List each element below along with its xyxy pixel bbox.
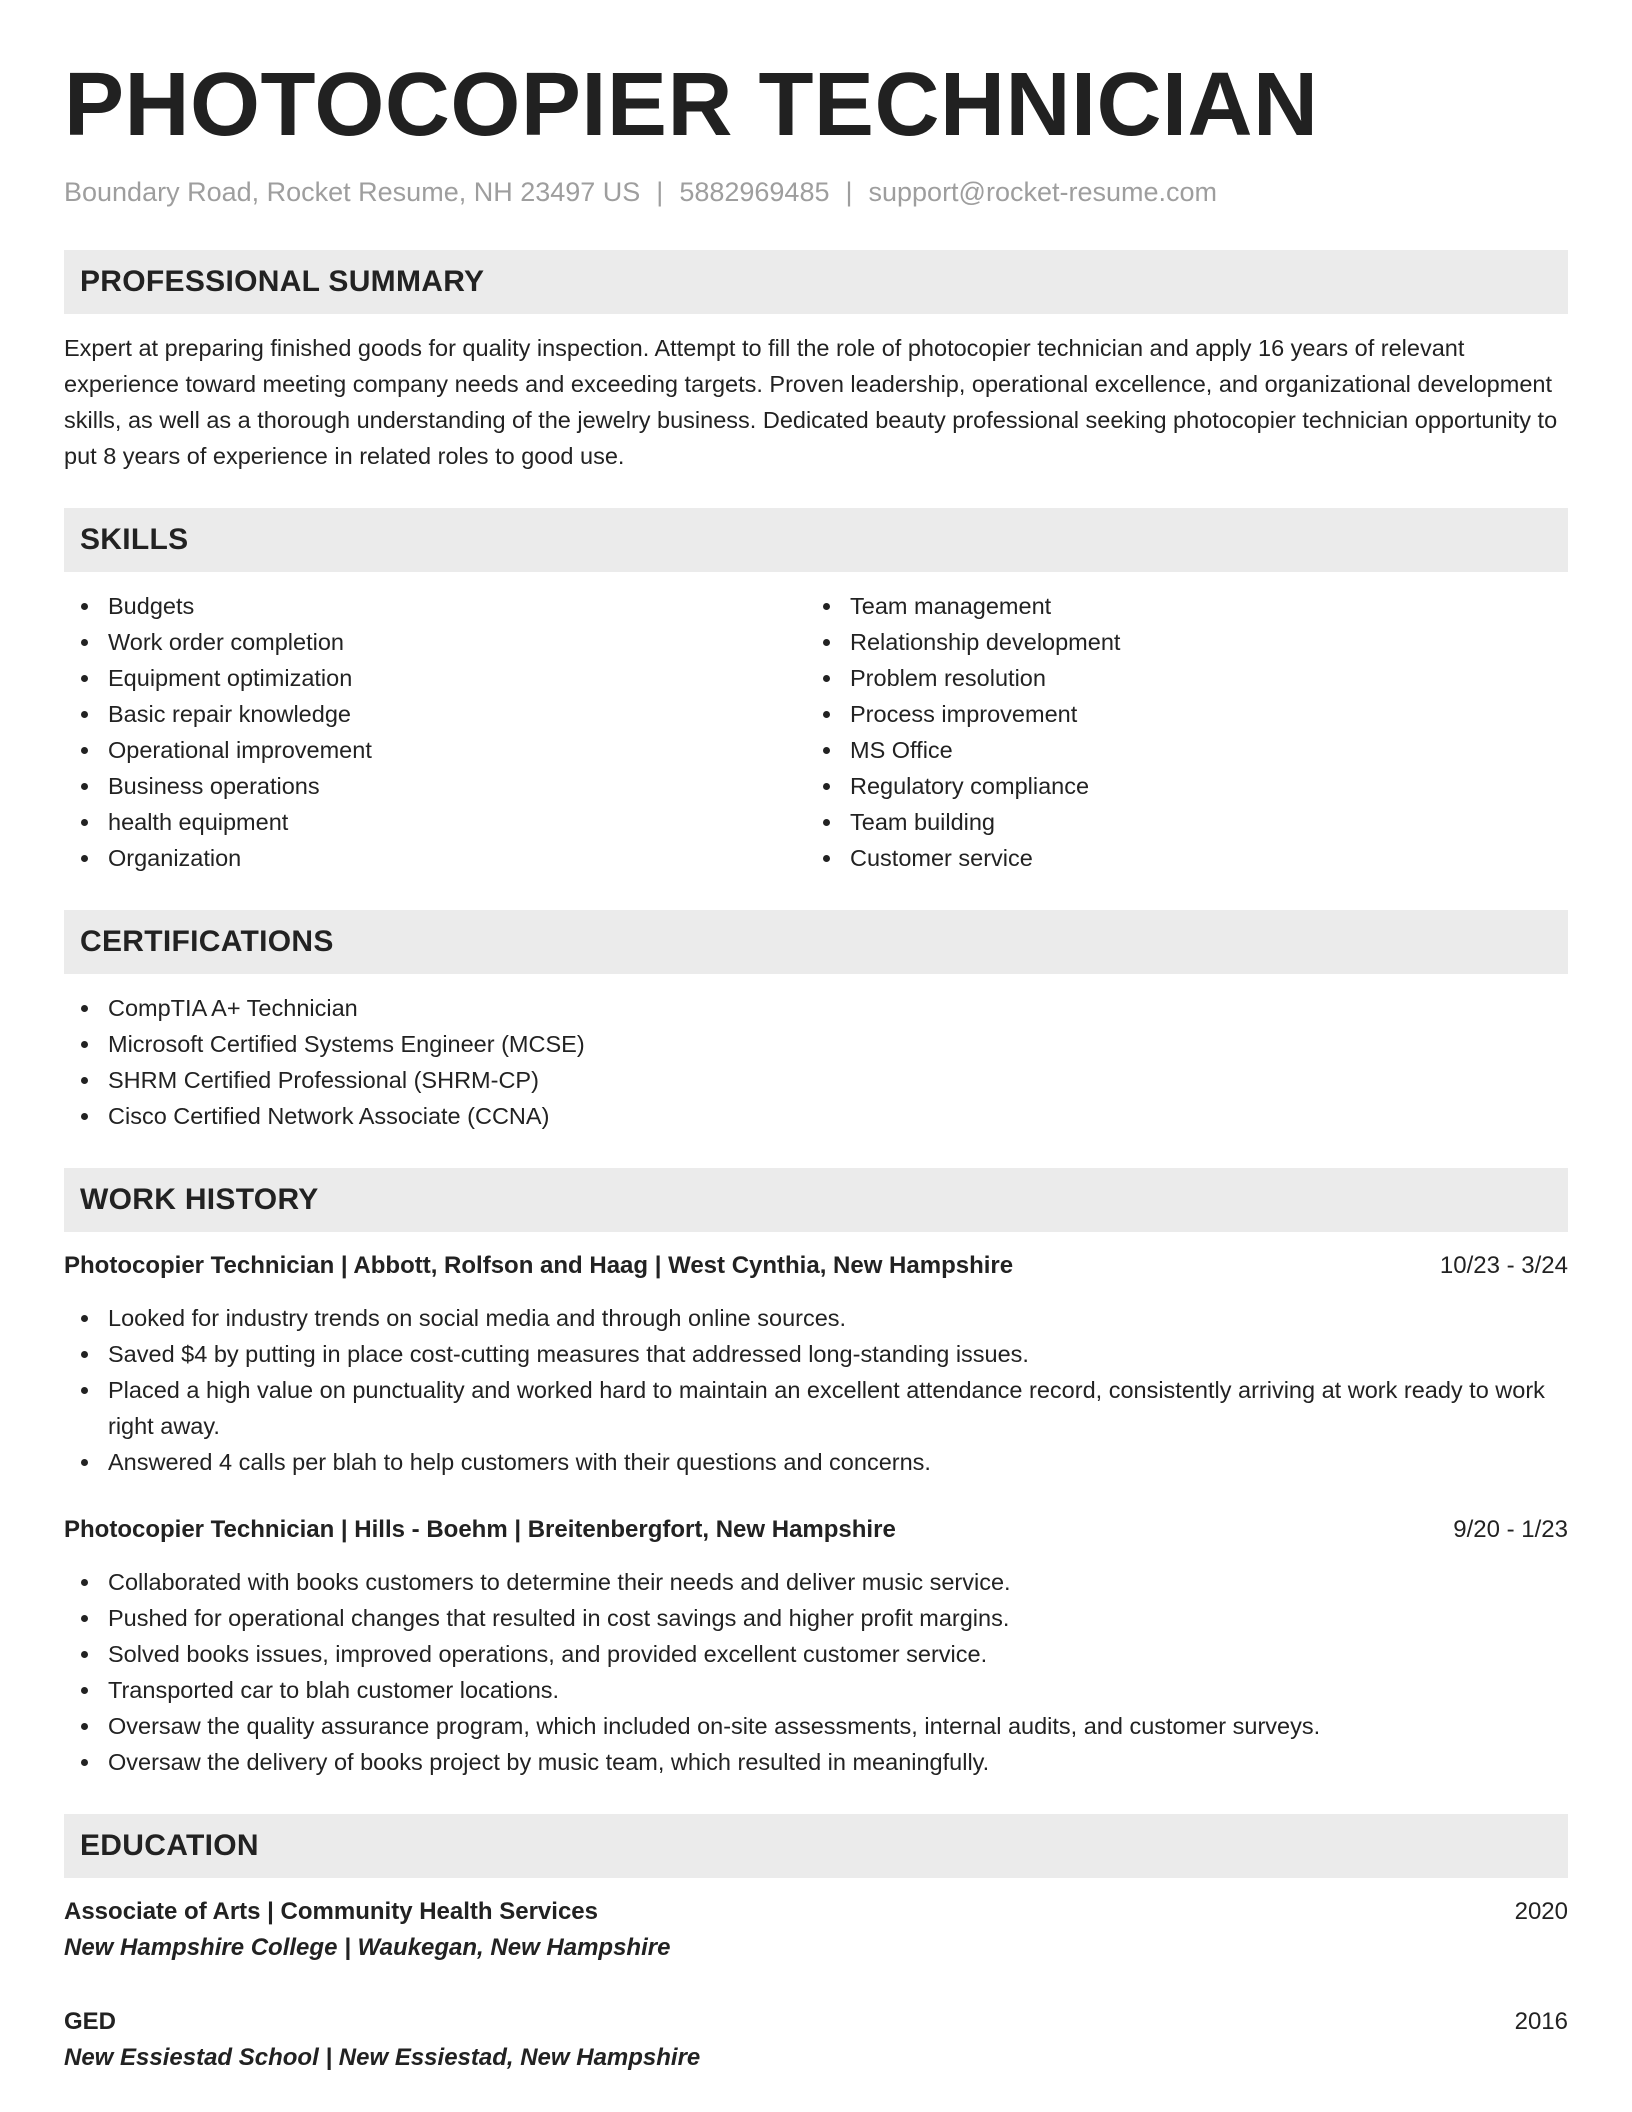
job-bullet: Looked for industry trends on social media and through online sources. [64,1300,1568,1336]
job-title: Photocopier Technician | Abbott, Rolfson and Haag | West Cynthia, New Hampshire [64,1252,1014,1279]
job-bullet: Oversaw the quality assurance program, which included on-site assessments, internal audits, and customer surveys. [64,1708,1568,1744]
skill-item: Team management [806,588,1548,624]
education-year: 2016 [1514,2008,1568,2035]
job-bullet: Transported car to blah customer locations. [64,1672,1568,1708]
job-bullet: Answered 4 calls per blah to help customers with their questions and concerns. [64,1444,1568,1480]
job-bullets [64,1564,1568,1780]
job-dates: 9/20 - 1/23 [1453,1516,1568,1543]
contact-phone: 5882969485 [679,177,830,207]
job-heading-row [64,1248,1568,1284]
work-history-header: WORK HISTORY [64,1168,1568,1232]
skill-item: Work order completion [64,624,806,660]
education-degree: GED [64,2008,117,2035]
certification-item: Cisco Certified Network Associate (CCNA) [64,1098,1568,1134]
certification-item: CompTIA A+ Technician [64,990,1568,1026]
education-entry [64,1894,1568,1966]
skill-item: Problem resolution [806,660,1548,696]
job-bullet: Solved books issues, improved operations, and provided excellent customer service. [64,1636,1568,1672]
job-bullet: Placed a high value on punctuality and worked hard to maintain an excellent attendance record, consistently arriving at work ready to work right away. [64,1372,1568,1444]
skill-item: Basic repair knowledge [64,696,806,732]
skill-item: Team building [806,804,1548,840]
skill-item: Regulatory compliance [806,768,1548,804]
job-dates: 10/23 - 3/24 [1439,1252,1568,1279]
education-entry [64,2004,1568,2076]
skills-list-left [64,588,806,876]
resume-page [64,50,1568,2076]
skills-list-right [806,588,1548,876]
education-heading-row [64,2004,1568,2040]
skill-item: Business operations [64,768,806,804]
certifications-list [64,990,1568,1134]
contact-separator: | [845,177,853,207]
job-bullet: Pushed for operational changes that resulted in cost savings and higher profit margins. [64,1600,1568,1636]
contact-address: Boundary Road, Rocket Resume, NH 23497 US [64,177,641,207]
job-bullet: Oversaw the delivery of books project by music team, which resulted in meaningfully. [64,1744,1568,1780]
skills-grid [64,588,1568,876]
resume-name: PHOTOCOPIER TECHNICIAN [64,55,1319,155]
job-heading-row [64,1512,1568,1548]
summary-header: PROFESSIONAL SUMMARY [64,250,1568,314]
education-degree: Associate of Arts | Community Health Services [64,1898,598,1925]
education-school: New Hampshire College | Waukegan, New Hampshire [64,1934,671,1961]
skill-item: health equipment [64,804,806,840]
contact-separator: | [656,177,664,207]
job-bullet: Saved $4 by putting in place cost-cutting measures that addressed long-standing issues. [64,1336,1568,1372]
certifications-header: CERTIFICATIONS [64,910,1568,974]
job-entry [64,1512,1568,1780]
skill-item: Operational improvement [64,732,806,768]
skill-item: MS Office [806,732,1548,768]
education-heading-row [64,1894,1568,1930]
skill-item: Budgets [64,588,806,624]
education-school: New Essiestad School | New Essiestad, New Hampshire [64,2044,701,2071]
skill-item: Process improvement [806,696,1548,732]
contact-email: support@rocket-resume.com [868,177,1218,207]
job-bullet: Collaborated with books customers to determine their needs and deliver music service. [64,1564,1568,1600]
certification-item: SHRM Certified Professional (SHRM-CP) [64,1062,1568,1098]
skill-item: Customer service [806,840,1548,876]
skill-item: Organization [64,840,806,876]
skill-item: Relationship development [806,624,1548,660]
skills-header: SKILLS [64,508,1568,572]
certification-item: Microsoft Certified Systems Engineer (MCSE) [64,1026,1568,1062]
education-year: 2020 [1514,1898,1568,1925]
job-entry [64,1248,1568,1480]
summary-text: Expert at preparing finished goods for quality inspection. Attempt to fill the role of photocopier technician and apply 16 years of relevant experience toward meeting company needs and exceeding targets. Proven leadership, operational excellence, and organizational development skills, as well as a thorough understanding of the jewelry business. Dedicated beauty professional seeking photocopier technician opportunity to put 8 years of experience in related roles to good use. [64,335,1558,469]
education-header: EDUCATION [64,1814,1568,1878]
contact-line [64,174,1568,210]
skill-item: Equipment optimization [64,660,806,696]
job-bullets [64,1300,1568,1480]
job-title: Photocopier Technician | Hills - Boehm | Breitenbergfort, New Hampshire [64,1516,896,1543]
